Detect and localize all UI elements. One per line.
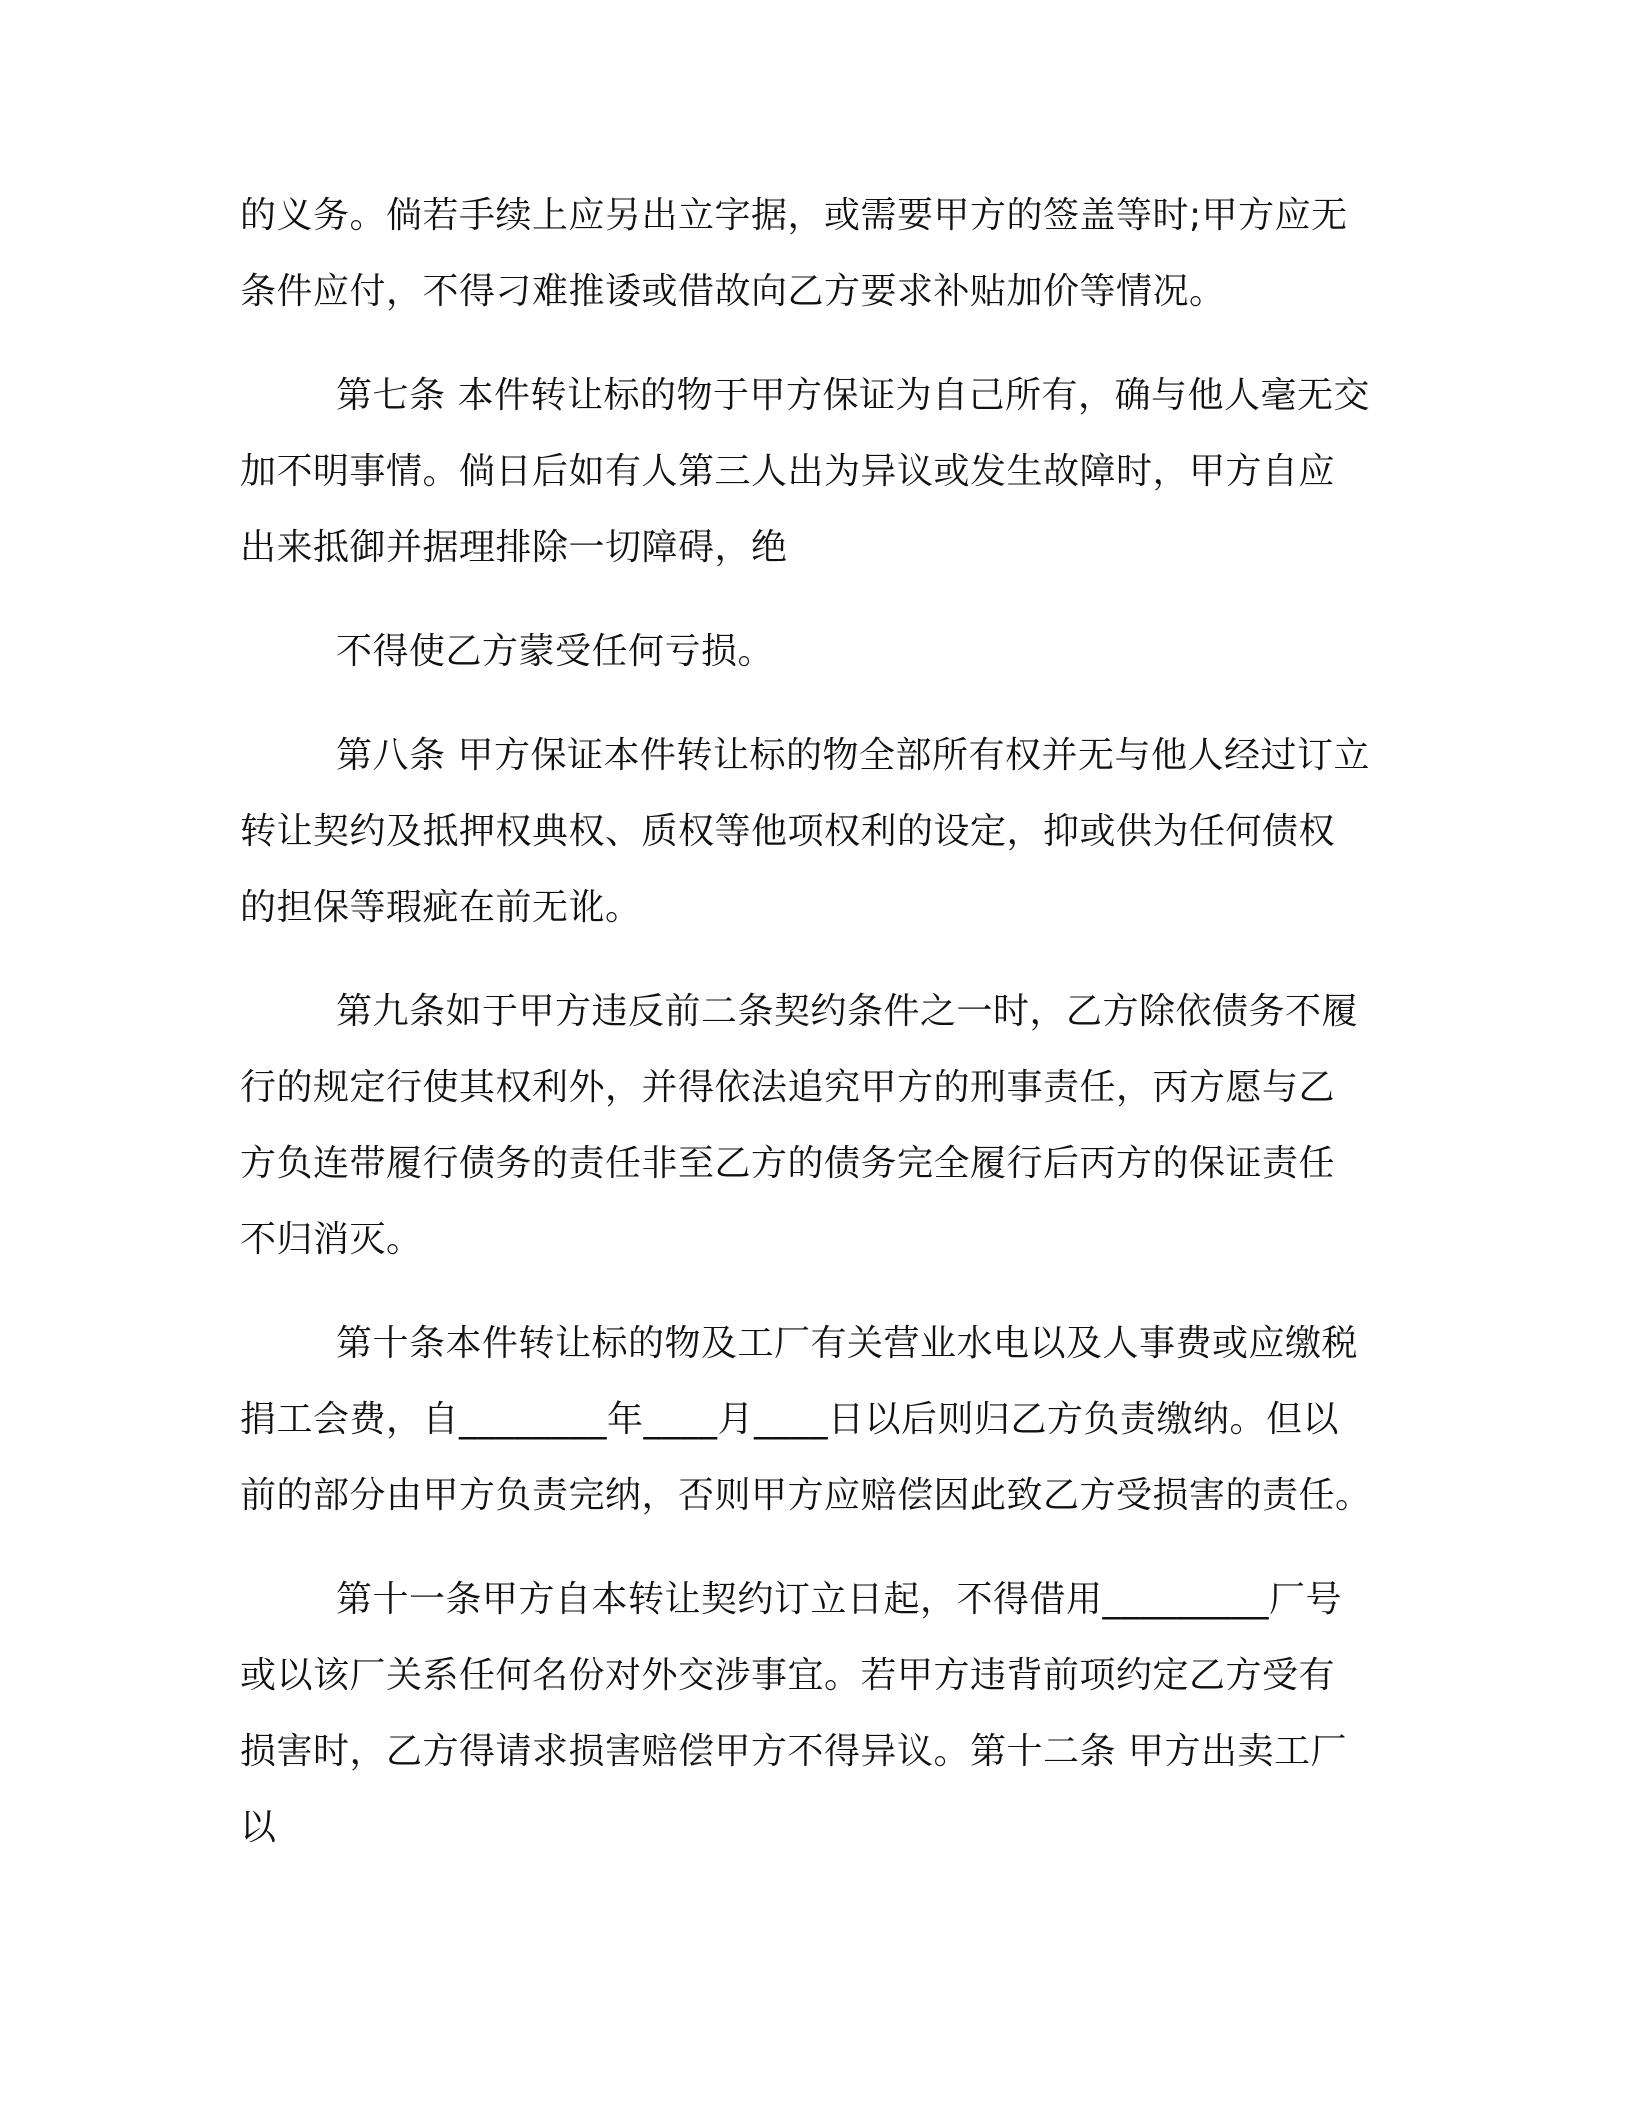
text-line: 不得使乙方蒙受任何亏损。 (336, 631, 775, 672)
text-line: 行的规定行使其权利外，并得依法追究甲方的刑事责任，丙方愿与乙 (240, 1067, 1336, 1108)
article-10-heading-line: 第十条本件转让标的物及工厂有关营业水电以及人事费或应缴税 (336, 1323, 1359, 1364)
text-line: 或以该厂关系任何名份对外交涉事宜。若甲方违背前项约定乙方受有 (240, 1655, 1336, 1696)
text-line: 条件应付，不得刁难推诿或借故向乙方要求补贴加价等情况。 (240, 271, 1226, 312)
text-line: 转让契约及抵押权典权、质权等他项权利的设定，抑或供为任何债权 (240, 811, 1336, 852)
text-line: 以 (240, 1807, 277, 1848)
text-line: 的担保等瑕疵在前无讹。 (240, 887, 642, 928)
text-line: 捐工会费，自________年____月____日以后则归乙方负责缴纳。但以 (240, 1399, 1340, 1440)
text-line: 加不明事情。倘日后如有人第三人出为异议或发生故障时，甲方自应 (240, 451, 1336, 492)
text-line: 前的部分由甲方负责完纳，否则甲方应赔偿因此致乙方受损害的责任。 (240, 1475, 1372, 1516)
text-line: 不归消灭。 (240, 1219, 423, 1260)
article-9-heading-line: 第九条如于甲方违反前二条契约条件之一时，乙方除依债务不履 (336, 991, 1359, 1032)
text-line: 损害时，乙方得请求损害赔偿甲方不得异议。第十二条 甲方出卖工厂 (240, 1731, 1347, 1772)
article-8-heading-line: 第八条 甲方保证本件转让标的物全部所有权并无与他人经过订立 (336, 735, 1370, 776)
article-11-heading-line: 第十一条甲方自本转让契约订立日起，不得借用_________厂号 (336, 1579, 1343, 1620)
article-7-heading-line: 第七条 本件转让标的物于甲方保证为自己所有，确与他人毫无交 (336, 375, 1370, 416)
text-line: 出来抵御并据理排除一切障碍，绝 (240, 527, 788, 568)
text-line: 的义务。倘若手续上应另出立字据，或需要甲方的签盖等时;甲方应无 (240, 195, 1348, 236)
text-line: 方负连带履行债务的责任非至乙方的债务完全履行后丙方的保证责任 (240, 1143, 1336, 1184)
